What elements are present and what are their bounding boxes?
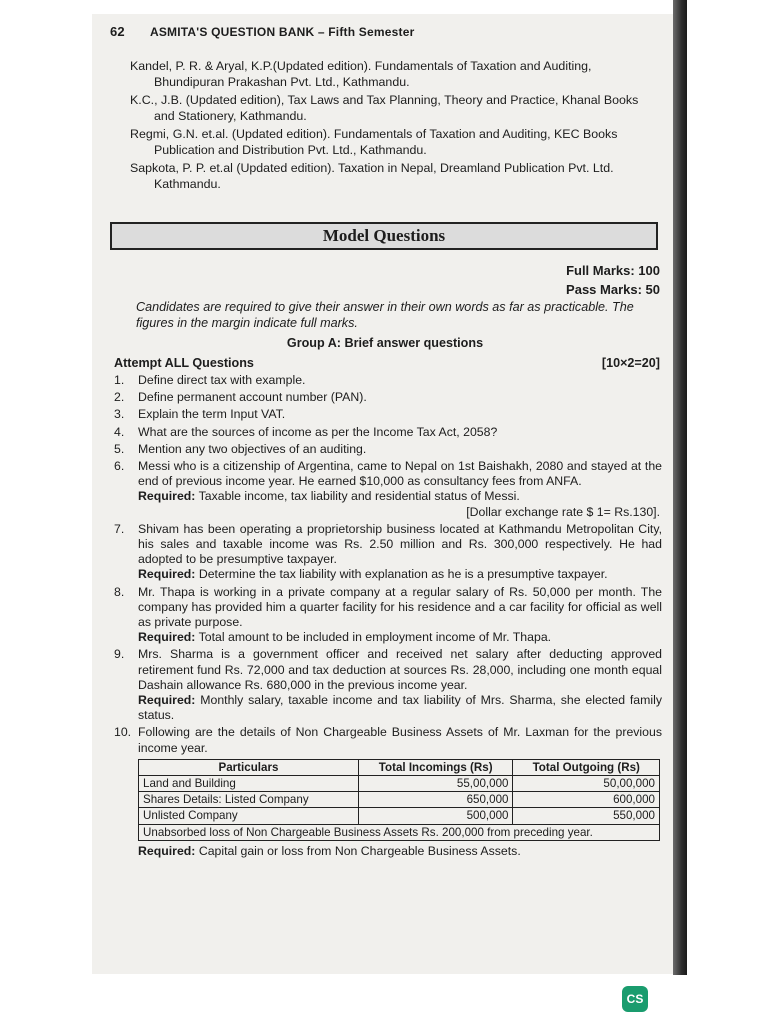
- table-row: [139, 808, 660, 824]
- question-text: Following are the details of Non Chargeable Business Assets of Mr. Laxman for the previous income year.: [138, 725, 662, 755]
- question-text: Mrs. Sharma is a government officer and received net salary after deducting approved retirement fund Rs. 72,000 and tax deduction at sources Rs. 28,000, including one month equal Dashain allowance Rs. 680,000 in the previous income year.: [138, 647, 662, 692]
- book-spine: [673, 0, 687, 975]
- question-number: 7.: [114, 521, 125, 536]
- reference-item: Regmi, G.N. et.al. (Updated edition). Fundamentals of Taxation and Auditing, KEC Books Publication and Distribution Pvt. Ltd., Kathmandu.: [130, 127, 618, 157]
- table-header-row: [139, 759, 660, 775]
- questions-list: [114, 373, 662, 859]
- group-title: Group A: Brief answer questions: [286, 336, 484, 350]
- question-number: 5.: [114, 441, 125, 456]
- attempt-line: [114, 356, 660, 370]
- question-number: 2.: [114, 390, 125, 405]
- question-number: 6.: [114, 459, 125, 474]
- question-text: Mr. Thapa is working in a private company at a regular salary of Rs. 50,000 per month. The company has provided him a quarter facility for his residence and a car facility for official as well as private purpose.: [138, 584, 662, 630]
- question-number: 4.: [114, 424, 125, 439]
- table-row: [139, 792, 660, 808]
- question-item: [114, 373, 662, 388]
- table-cell: 55,00,000: [358, 776, 513, 792]
- question-text: Messi who is a citizenship of Argentina, came to Nepal on 1st Baishakh, 2080 and stayed at the end of previous income year. He earned $10,000 as consultancy fees from ANFA.: [138, 459, 662, 489]
- attempt-label: Attempt ALL Questions: [114, 356, 254, 370]
- table-footer: Unabsorbed loss of Non Chargeable Business Assets Rs. 200,000 from preceding year.: [139, 824, 660, 840]
- question-number: 10.: [114, 725, 132, 740]
- question-item: [114, 725, 662, 755]
- pass-marks: Pass Marks: 50: [566, 282, 660, 297]
- question-text: Define permanent account number (PAN).: [138, 390, 367, 405]
- question-required: Required: Total amount to be included in employment income of Mr. Thapa.: [138, 630, 552, 645]
- question-number: 3.: [114, 407, 125, 422]
- camscanner-logo: CS: [622, 986, 648, 1012]
- reference-item: Sapkota, P. P. et.al (Updated edition). Taxation in Nepal, Dreamland Publication Pvt. Ltd. Kathmandu.: [130, 161, 614, 191]
- table-cell: 550,000: [513, 808, 660, 824]
- question-number: 9.: [114, 647, 125, 662]
- question-number: 8.: [114, 584, 125, 599]
- question-text: Mention any two objectives of an auditing.: [138, 441, 367, 456]
- table-cell: 50,00,000: [513, 776, 660, 792]
- table-footer-row: [139, 824, 660, 840]
- table-header: Total Outgoing (Rs): [513, 759, 660, 775]
- question-item: [114, 585, 662, 646]
- instructions: Candidates are required to give their answer in their own words as far as practicable. The figures in the margin indicate full marks.: [136, 300, 634, 330]
- table-header: Total Incomings (Rs): [358, 759, 513, 775]
- reference-item: K.C., J.B. (Updated edition), Tax Laws and Tax Planning, Theory and Practice, Khanal Books and Stationery, Kathmandu.: [130, 93, 639, 123]
- table-cell: 600,000: [513, 792, 660, 808]
- question-item: [114, 407, 662, 422]
- question-required: Required: Capital gain or loss from Non Chargeable Business Assets.: [138, 843, 521, 858]
- question-text: Define direct tax with example.: [138, 373, 306, 387]
- page-number: 62: [110, 24, 125, 39]
- question-item: [114, 390, 662, 405]
- table-cell: 650,000: [358, 792, 513, 808]
- question-required: Required: Monthly salary, taxable income and tax liability of Mrs. Sharma, she elected family status.: [138, 693, 662, 723]
- question-text: Shivam has been operating a proprietorship business located at Kathmandu Metropolitan City, his sales and taxable income was Rs. 2.50 million and Rs. 300,000 respectively. He had adopted to be presumptive taxpayer.: [138, 521, 662, 567]
- question-item: [114, 425, 662, 440]
- section-banner: Model Questions: [110, 222, 658, 250]
- full-marks: Full Marks: 100: [566, 263, 660, 278]
- table-header: Particulars: [139, 759, 359, 775]
- table-cell: 500,000: [358, 808, 513, 824]
- question-item: [114, 522, 662, 583]
- question-item: [114, 459, 662, 520]
- book-title: ASMITA'S QUESTION BANK – Fifth Semester: [149, 25, 415, 39]
- question-number: 1.: [114, 373, 125, 387]
- reference-item: Kandel, P. R. & Aryal, K.P.(Updated edition). Fundamentals of Taxation and Auditing, Bhundipuran Prakashan Pvt. Ltd., Kathmandu.: [130, 59, 592, 89]
- table-cell: Shares Details: Listed Company: [139, 792, 359, 808]
- assets-table: [138, 759, 660, 841]
- marks-block: [566, 261, 660, 299]
- table-cell: Unlisted Company: [139, 808, 359, 824]
- question-item: [114, 647, 662, 723]
- question-required: Required: Determine the tax liability with explanation as he is a presumptive taxpayer.: [138, 567, 608, 582]
- question-text: Explain the term Input VAT.: [138, 407, 286, 422]
- exchange-rate-note: [Dollar exchange rate $ 1= Rs.130].: [466, 504, 660, 519]
- question-item: [114, 442, 662, 457]
- page-header: [110, 24, 414, 39]
- table-row: [139, 776, 660, 792]
- question-text: What are the sources of income as per the Income Tax Act, 2058?: [138, 424, 498, 439]
- table-cell: Land and Building: [139, 776, 359, 792]
- question-required: Required: Taxable income, tax liability and residential status of Messi.: [138, 489, 520, 504]
- references-list: [130, 58, 660, 194]
- attempt-marks: [10×2=20]: [601, 356, 660, 370]
